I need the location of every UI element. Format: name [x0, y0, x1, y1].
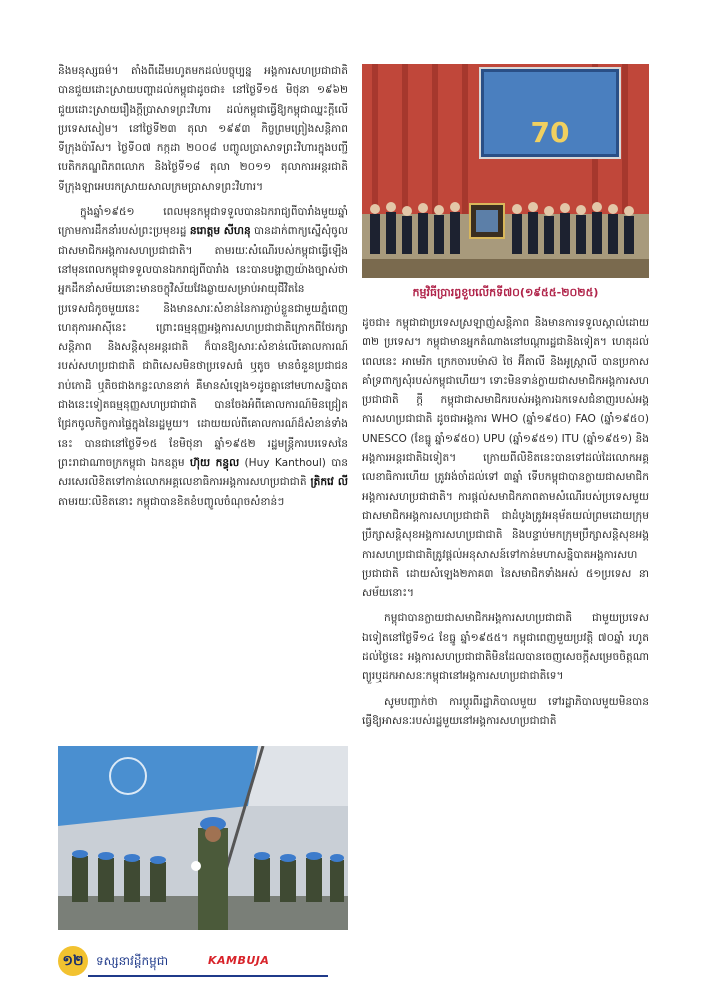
left-p2-start: ក្នុងឆ្នាំ១៩៥១ ពេលមុនកម្ពុជាទទួលបានឯករាជ្យពីបារាំងមួយឆ្នាំ ក្រោមការដឹកនាំរបស់ព្រះប្រមុខរដ្ឋ — [58, 206, 348, 238]
left-p2-mid: បានដាក់ពាក្យស្នើសុំចូលជាសមាជិកអង្គការសហប្រជាជាតិ។ តាមរយៈសំណើរបស់កម្ពុជាធ្វើឡើងនៅមុនពេលកម្ពុជាទទួលបានឯករាជ្យពីបារាំង នេះបានបង្ហាញយ៉ាងច្បាស់ថា អ្នកដឹកនាំសម័យនោះមានចក្ខុវិស័យវែងឆ្ងាយសម្រាប់អាយុជីវិតនៃប្រទេសជំកូចមួយនេះ និងមានសារៈសំខាន់នៃការភ្ជាប់ខ្លួនជាមួយភ្នំពេញហេតុការអាស៊ីនេះ ព្រោះធម្មនុញ្ញអង្គការសហប្រជាជាតិក្រោកពីថែរក្សាសន្តិភាព និងសន្តិសុខអន្តរជាតិ ក៏បានឱ្យសារៈសំខាន់លើគោលការណ៍របស់សហប្រជាជាតិ ជាពិសេសមិនថាប្រទេសធំ ឬតូច មានចំនួនប្រជាជនរាប់កោដិ ឬតិចជាងកន្លះលាននាក់ គឺមានសំឡេង១ដូចគ្នានៅមហាសន្និបាត ជាងនេះទៀតធម្មនុញ្ញសហប្រជាជាតិ បានចែងអំពីគោលការណ៍មិនជ្រៀតជ្រែកចូលកិច្ចការផ្ទៃក្នុងនៃរដ្ឋមួយ។ ដោយយល់ពីគោលការណ៍ដ៏សំខាន់ទាំងនេះ បានជានៅថ្ងៃទី១៥ ខែមិថុនា ឆ្នាំ១៩៥២ រដ្ឋមន្ត្រីការបរទេសនៃព្រះរាជាណាចក្រកម្ពុជា ឯកឧត្តម — [58, 225, 348, 469]
name-huy-kanthoul: ហ៊ុយ កន្ធុល — [189, 456, 240, 469]
right-paragraph-2: កម្ពុជាបានក្លាយជាសមាជិកអង្គការសហប្រជាជាតិ ជាមួយប្រទេសឯទៀតនៅថ្ងៃទី១៤ ខែធ្នូ ឆ្នាំ១៩៥៥។ កម្ពុជាពេញមួយប្រវត្តិ ៧០ឆ្នាំ រហូតដល់ថ្ងៃនេះ អង្គការសហប្រជាជាតិមិនដែលបានចេញសេចក្តីសម្រេចចិត្តណាព្យួរឬដកអាសនៈកម្ពុជានៅអង្គការសហប្រជាជាតិទេ។ — [362, 612, 649, 683]
peacekeepers-illustration — [58, 746, 348, 930]
left-paragraph-1: និងមនុស្សធម៌។ តាំងពីដើមរហូតមកដល់បច្ចុប្បន្ន អង្គការសហប្រជាជាតិបានជួយដោះស្រាយបញ្ហាដល់កម្ពុជាដូចជា៖ នៅថ្ងៃទី១៥ មិថុនា ១៩៦២ ជួយដោះស្រាយរឿងក្តីប្រាសាទព្រះវិហារ ដល់កម្ពុជាធ្វើឱ្យកម្ពុជាឈ្នះក្តីលើប្រទេសសៀម។ នៅថ្ងៃទី២៣ តុលា ១៩៩៣ កិច្ចព្រមព្រៀងសន្តិភាពទីក្រុងប៉ារីស។ ថ្ងៃទី០៧ កក្កដា ២០០៨ បញ្ចូលប្រាសាទព្រះវិហារក្នុងបញ្ជីបេតិកភណ្ឌពិភពលោក និងថ្ងៃទី១៨ តុលា ២០១១ តុលាការអន្តរជាតិទីក្រុងឡាអេបរកស្រាយសាលក្រមប្រាសាទព្រះវិហារ។ — [58, 65, 348, 193]
latin-name: (Huy Kanthoul) — [239, 456, 332, 469]
left-p2-end: តាមរយៈលិខិតនោះ កម្ពុជាបានខិតខំបញ្ចូលចំណុចសំខាន់ៗ — [58, 495, 285, 508]
right-paragraph-1: ដូចជា៖ កម្ពុជាជាប្រទេសស្រឡាញ់សន្តិភាព និងមានការទទួលស្គាល់ដោយ ៣២ ប្រទេស។ កម្ពុជាមានអ្នកតំណាងនៅបណ្តារដ្ឋជានិងទៀត។ ហេតុដល់ពេលនេះ អាមេរិក ក្រេកចារបម៉ាស៊ ថៃ អ៊ីតាលី និងអូស្ត្រាលី បានប្រកាសគាំទ្រពាក្យសុំរបស់កម្ពុជាហើយ។ ទោះមិនទាន់ក្លាយជាសមាជិកអង្គការសហប្រជាជាតិ ក្តី កម្ពុជាជាសមាជិករបស់អង្គការឯកទេសជំនាញរបស់អង្គការសហប្រជាជាតិ ដូចជាអង្គការ WHO (ឆ្នាំ១៩៥០) FAO (ឆ្នាំ១៩៥០) UNESCO (ខែធ្នូ ឆ្នាំ១៩៥០) UPU (ឆ្នាំ១៩៥១) ITU (ឆ្នាំ១៩៥១) និងអង្គការអន្តរជាតិឯទៀត។ ក្រោយពីលិខិតនេះបានទៅដល់ដៃលោកអគ្គលេខាធិការហើយ ត្រូវរង់ចាំដល់ទៅ ៣ឆ្នាំ ទើបកម្ពុជាបានក្លាយជាសមាជិកអង្គការសហប្រជាជាតិ។ ការផ្ដល់សមាជិកភាពតាមសំណើរបស់ប្រទេសមួយ ជាសមាជិកអង្គការសហប្រជាជាតិ ជាដំបូងត្រូវអនុម័តយល់ព្រមដោយក្រុមប្រឹក្សាសន្តិសុខអង្គការសហប្រជាជាតិ និងបន្ទាប់មកក្រុមប្រឹក្សាសន្តិសុខអង្គការសហប្រជាជាតិត្រូវផ្ដល់អនុសាសន៍ទៅកាន់មហាសន្និបាតអង្គការសហប្រជាជាតិ ដោយសំឡេង២ភាគ៣ នៃសមាជិកទាំងអស់ ៥១ប្រទេស នាសម័យនោះ។ — [362, 317, 649, 600]
photo-caption: កម្មវិធីប្រារព្ធខួបលើកទី៧០(១៩៥៥-២០២៥) — [412, 286, 599, 299]
right-column — [362, 314, 649, 737]
name-secretary-general: ត្រិកវេ លី — [310, 476, 348, 489]
left-paragraph-2 — [58, 203, 348, 512]
right-paragraph-3: សូមបញ្ជាក់ថា ការប្ដូរពីរដ្ឋាភិបាលមួយ ទៅរដ្ឋាភិបាលមួយមិនបានធ្វើឱ្យអាសនៈរបស់រដ្ឋមួយនៅអង្គការសហប្រជាជាតិ — [362, 695, 649, 727]
magazine-brand: KAMBUJA — [208, 954, 270, 967]
name-norodom-sihanouk: នរោត្តម សីហនុ — [189, 225, 251, 238]
un-ceremony-illustration — [362, 64, 649, 278]
left-p2-mid2: បានសរសេរលិខិតទៅកាន់លោកអគ្គលេខាធិការអង្គការសហប្រជាជាតិ — [58, 456, 348, 489]
footer-divider — [88, 975, 328, 977]
peacekeepers-photo — [58, 746, 348, 930]
page-footer — [58, 946, 358, 976]
left-column — [58, 62, 348, 518]
page-number-badge: ១២ — [58, 946, 88, 976]
magazine-title: ទស្សនាវដ្ដីកម្ពុជា — [96, 954, 169, 968]
un-ceremony-photo — [362, 64, 649, 278]
screen-70-text: 70 — [530, 116, 570, 149]
